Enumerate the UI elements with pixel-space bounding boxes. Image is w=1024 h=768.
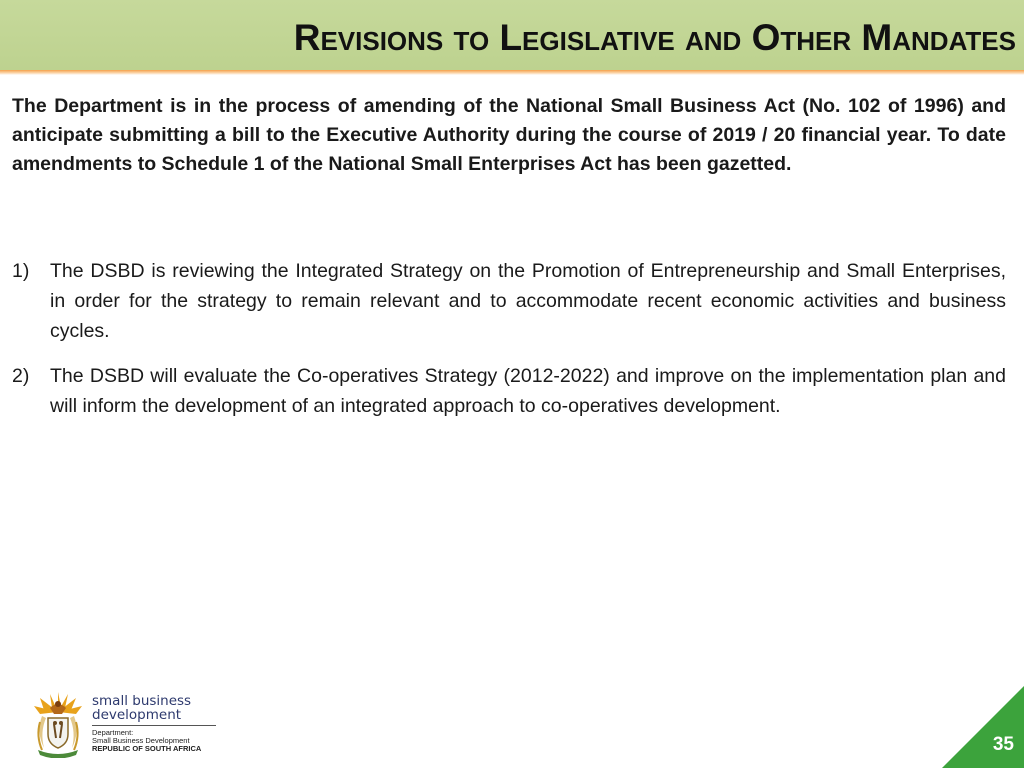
mandates-list (12, 256, 1006, 436)
logo-department-label: Department: (92, 728, 134, 737)
list-item-number: 1) (12, 260, 30, 282)
list-item (12, 256, 1006, 346)
title-underline (0, 70, 1024, 75)
slide-title: Revisions to Legislative and Other Mandates (293, 17, 1016, 58)
title-bar (0, 0, 1024, 70)
list-item-number: 2) (12, 365, 30, 387)
list-item (12, 361, 1006, 421)
coat-of-arms-icon (30, 692, 86, 758)
list-item-text: The DSBD will evaluate the Co-operatives Strategy (2012-2022) and improve on the implementation plan and will inform the development of an integrated approach to co-operatives development. (50, 365, 1006, 417)
logo-department-name: Small Business Development (92, 736, 190, 745)
logo-country: REPUBLIC OF SOUTH AFRICA (92, 744, 202, 753)
logo-title-line-1: small business (92, 693, 192, 709)
logo-title-line-2: development (92, 707, 182, 723)
intro-paragraph: The Department is in the process of amending of the National Small Business Act (No. 102 of 1996) and anticipate submitting a bill to the Executive Authority during the course of 2019 / 20 financial year. To date amendments to Schedule 1 of the National Small Enterprises Act has been gazetted. (12, 95, 1006, 175)
list-item-text: The DSBD is reviewing the Integrated Strategy on the Promotion of Entrepreneurship and Small Enterprises, in order for the strategy to remain relevant and to accommodate recent economic activities and business cycles. (50, 260, 1006, 342)
page-number: 35 (992, 734, 1014, 755)
logo-divider (92, 725, 216, 726)
department-logo (30, 692, 230, 762)
